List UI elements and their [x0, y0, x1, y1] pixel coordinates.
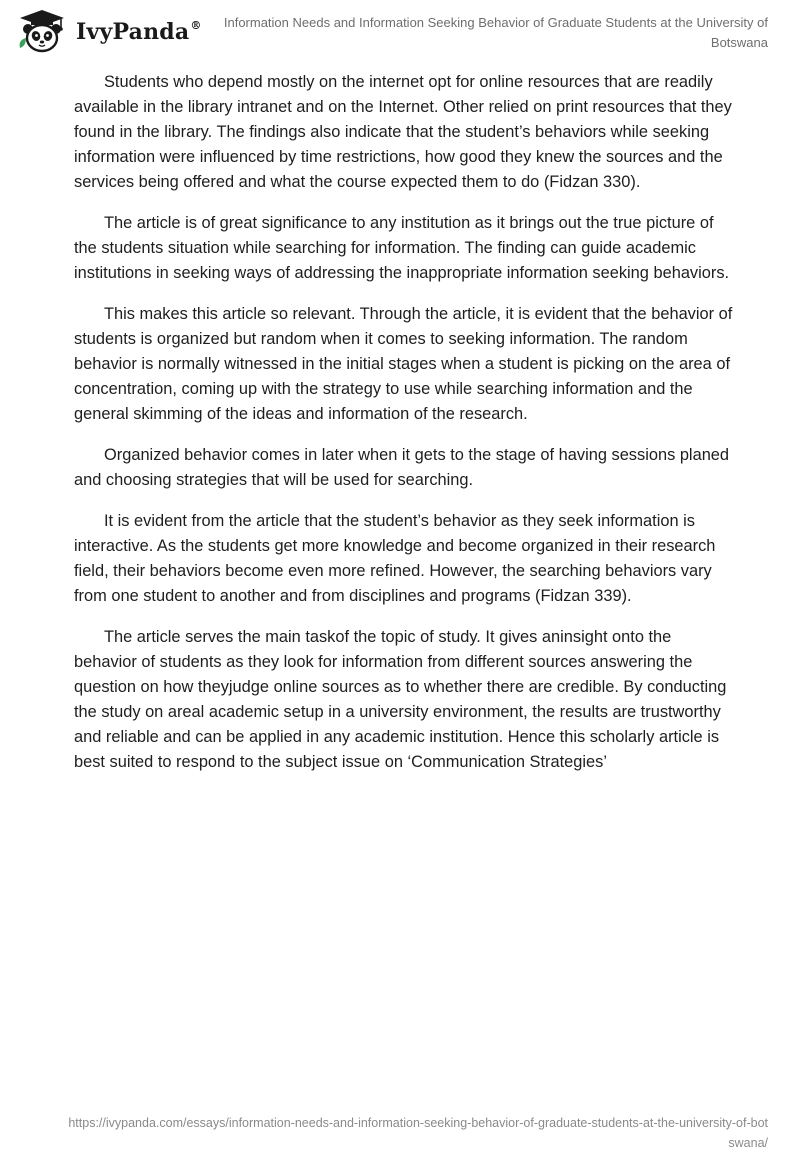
essay-body: [74, 70, 734, 791]
paragraph: Organized behavior comes in later when it gets to the stage of having sessions planed and choosing strategies that will be used for searching.: [74, 446, 730, 489]
paragraph: The article serves the main taskof the topic of study. It gives aninsight onto the behavior of students as they look for information from different sources answering the question on how theyjudge online sources as to whether there are credible. By conducting the study on areal academic setup in a university environment, the results are trustworthy and reliable and can be applied in any academic institution. Hence this scholarly article is best suited to respond to the subject issue on ‘Communication Strategies’: [74, 628, 727, 771]
paragraph: The article is of great significance to any institution as it brings out the true picture of the students situation while searching for information. The finding can guide academic institutions in seeking ways of addressing the inappropriate information seeking behaviors.: [74, 214, 730, 282]
logo-wordmark: [76, 19, 202, 45]
page-header: [0, 0, 800, 60]
ivypanda-logo[interactable]: [14, 8, 202, 54]
source-url[interactable]: https://ivypanda.com/essays/information-needs-and-information-seeking-behavior-of-graduate-students-at-the-university-of-botswana/: [68, 1116, 768, 1150]
logo-text: IvyPanda: [76, 19, 190, 45]
paragraph: Students who depend mostly on the internet opt for online resources that are readily available in the library intranet and on the Internet. Other relied on print resources that they found in the library. The findings also indicate that the student’s behaviors while seeking information were influenced by time restrictions, how good they knew the sources and the services being offered and what the course expected them to do (Fidzan 330).: [74, 73, 732, 191]
panda-graduate-icon: [14, 8, 70, 54]
document-title: Information Needs and Information Seeking Behavior of Graduate Students at the University of Botswana: [223, 15, 768, 50]
registered-mark: ®: [190, 19, 202, 32]
paragraph: This makes this article so relevant. Through the article, it is evident that the behavior of students is organized but random when it comes to seeking information. The random behavior is normally witnessed in the initial stages when a student is picking on the area of concentration, coming up with the strategy to use while searching information and the general skimming of the ideas and information of the research.: [74, 305, 733, 423]
paragraph: It is evident from the article that the student’s behavior as they seek information is interactive. As the students get more knowledge and become organized in their research field, their behaviors become even more refined. However, the searching behaviors vary from one student to another and from disciplines and programs (Fidzan 339).: [74, 512, 716, 605]
